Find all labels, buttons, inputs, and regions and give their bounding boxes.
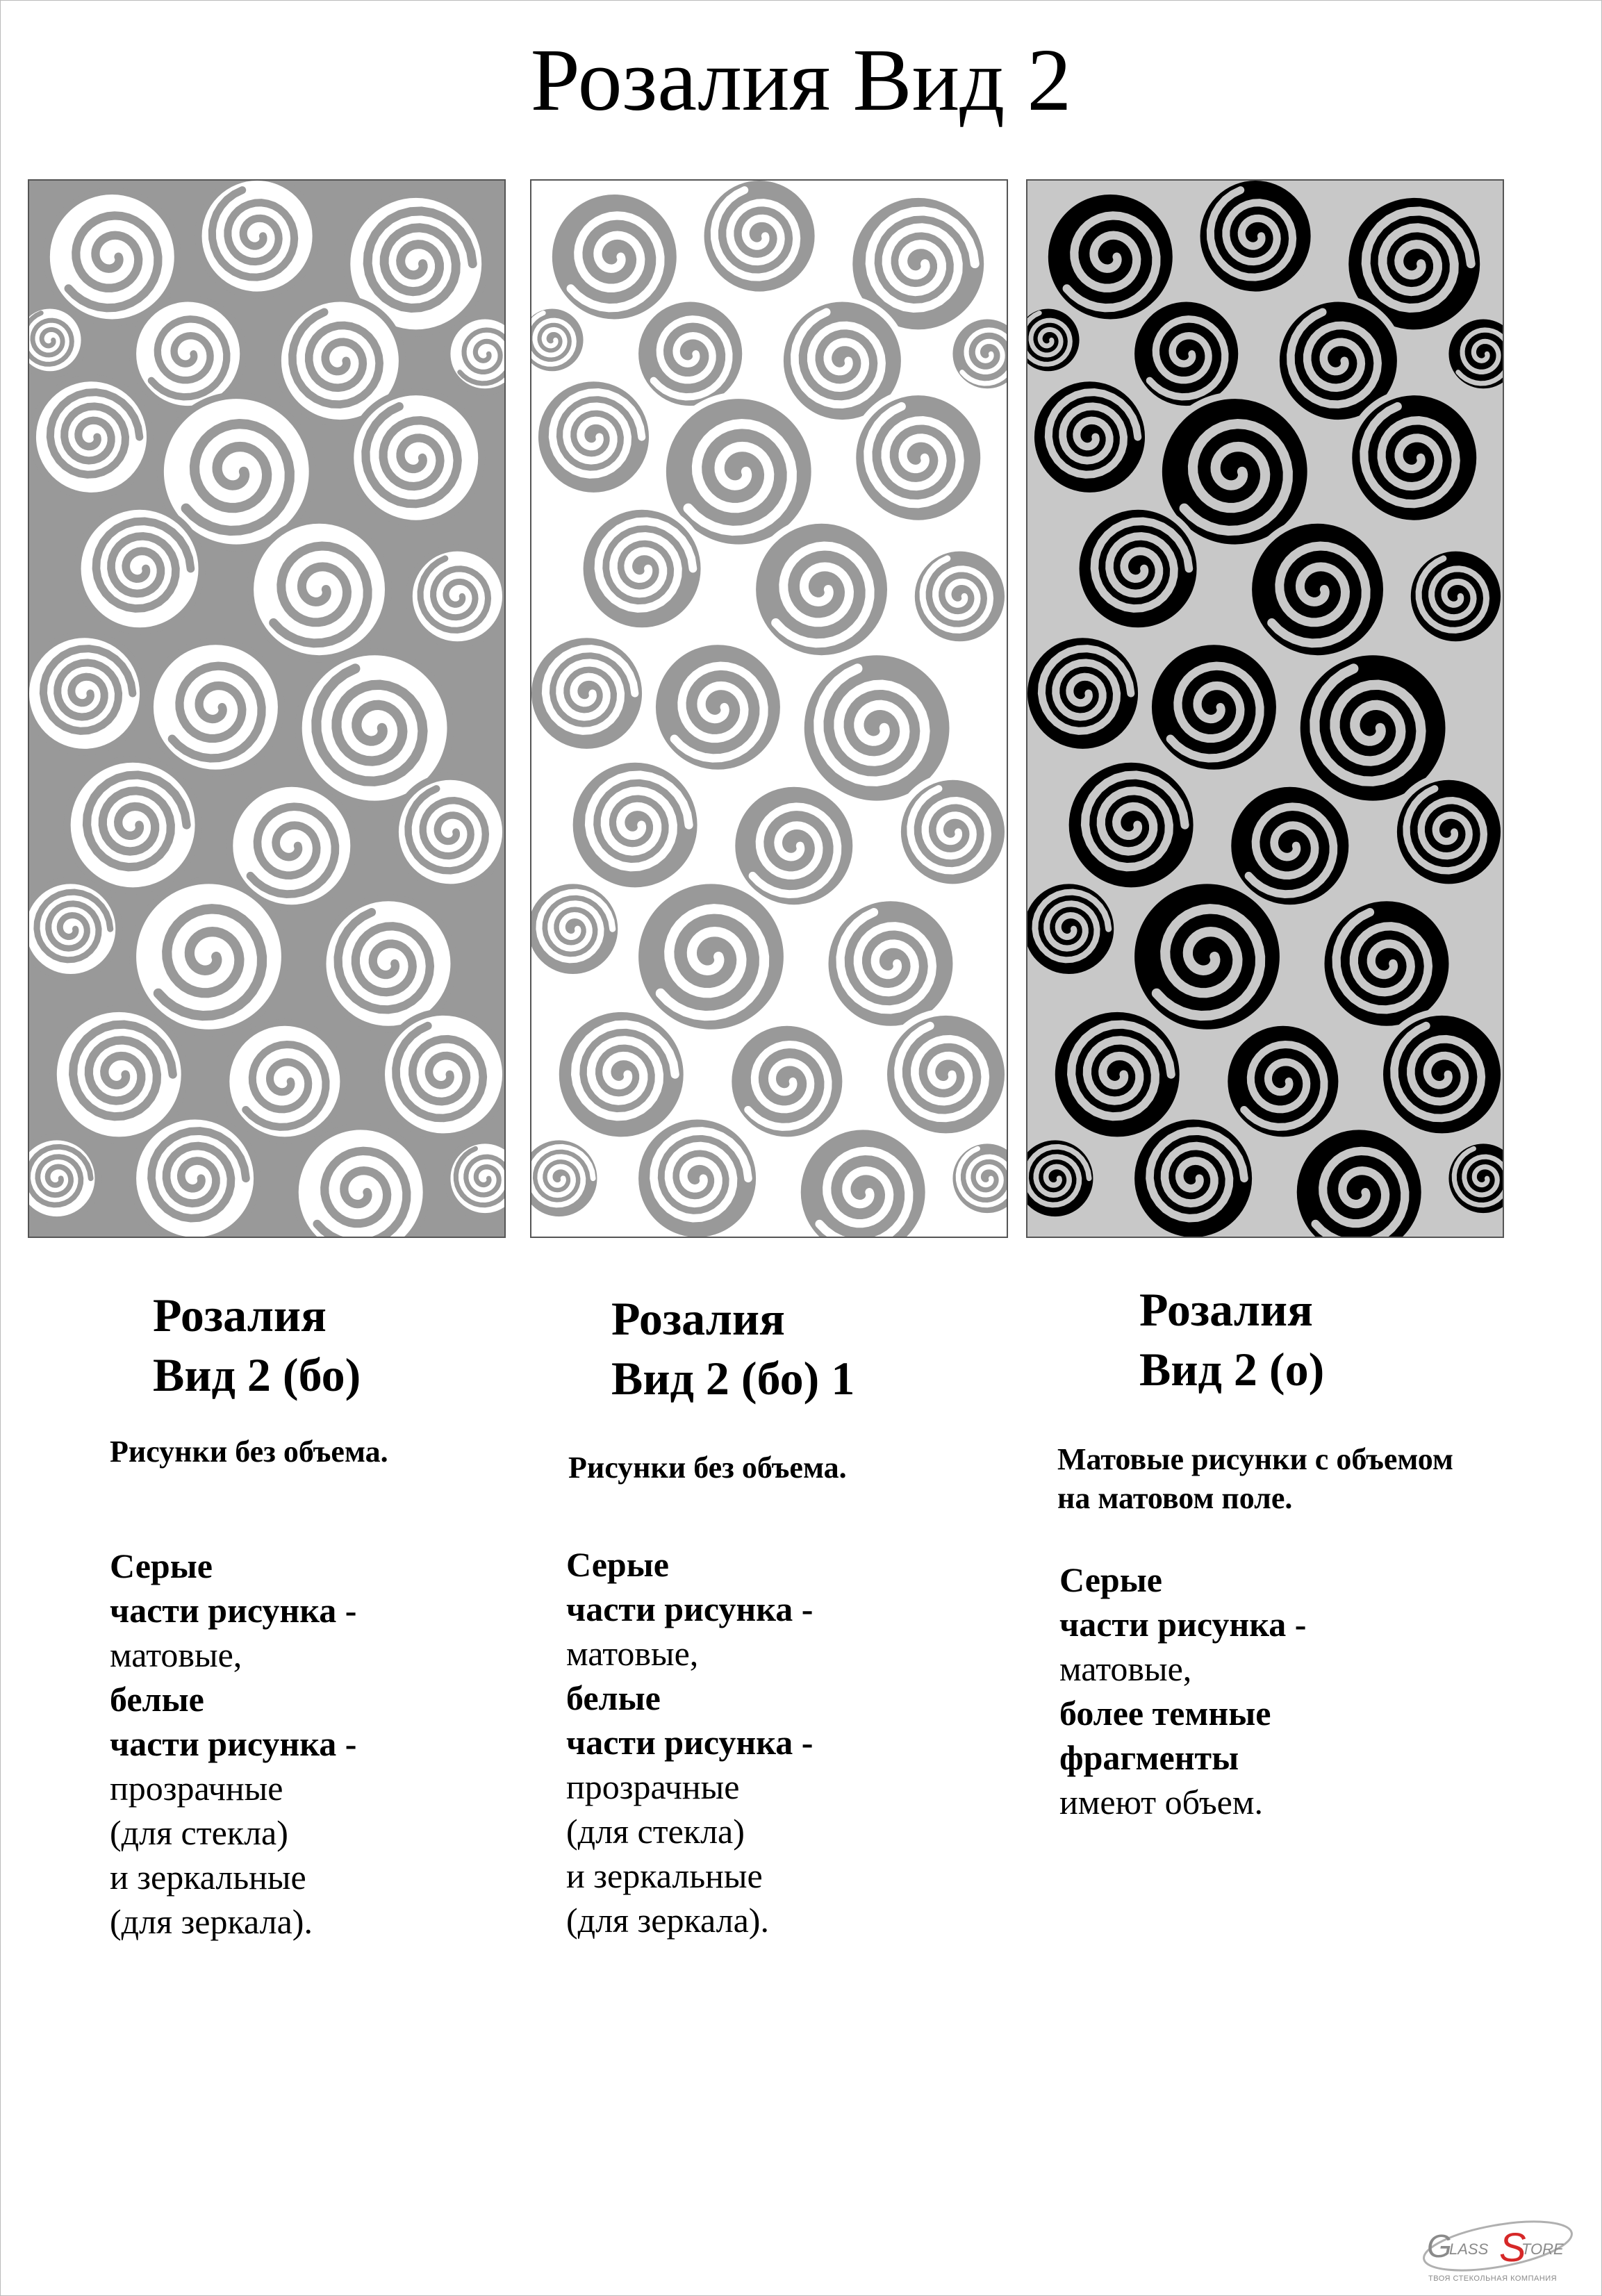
sample-note-2: Рисунки без объема.	[568, 1451, 847, 1485]
sample-note-line1: Матовые рисунки с объемом	[1057, 1442, 1453, 1476]
desc-line: Серые	[566, 1545, 669, 1584]
desc-line: (для стекла)	[566, 1812, 745, 1851]
sample-desc-3	[1059, 1558, 1306, 1824]
sample-desc-1	[110, 1544, 356, 1944]
desc-line: прозрачные	[110, 1769, 283, 1808]
desc-line: матовые,	[110, 1635, 242, 1674]
rose-pattern-black	[1027, 181, 1503, 1237]
svg-text:G: G	[1427, 2228, 1452, 2264]
desc-line: части рисунка -	[110, 1591, 357, 1630]
sample-caption-3	[1139, 1280, 1501, 1399]
desc-line: фрагменты	[1059, 1738, 1239, 1777]
svg-text:TORE: TORE	[1521, 2240, 1564, 2258]
desc-line: более темные	[1059, 1694, 1271, 1733]
sample-name-line2: Вид 2 (о)	[1139, 1343, 1325, 1396]
sample-caption-2	[611, 1289, 973, 1408]
pattern-panel-3	[1026, 179, 1504, 1238]
pattern-panel-1	[28, 179, 506, 1238]
desc-line: части рисунка -	[110, 1724, 357, 1763]
desc-line: (для зеркала).	[110, 1902, 313, 1941]
desc-line: матовые,	[566, 1634, 699, 1673]
sample-name-line1: Розалия	[153, 1289, 327, 1341]
glass-store-logo	[1416, 2208, 1583, 2292]
sample-desc-2	[566, 1542, 813, 1942]
sample-name-line1: Розалия	[611, 1292, 785, 1345]
desc-line: (для стекла)	[110, 1813, 288, 1852]
desc-line: Серые	[1059, 1560, 1162, 1599]
sample-name-line1: Розалия	[1139, 1283, 1313, 1336]
desc-line: прозрачные	[566, 1767, 740, 1806]
desc-line: и зеркальные	[110, 1858, 306, 1897]
desc-line: и зеркальные	[566, 1856, 763, 1895]
desc-line: белые	[566, 1678, 661, 1717]
sample-note-1: Рисунки без объема.	[110, 1435, 388, 1469]
rose-pattern-white	[531, 181, 1007, 1237]
sample-note-line2: на матовом поле.	[1057, 1481, 1293, 1515]
svg-text:S: S	[1499, 2225, 1526, 2270]
pattern-panel-2	[530, 179, 1008, 1238]
desc-line: матовые,	[1059, 1649, 1192, 1688]
sample-name-line2: Вид 2 (бо)	[153, 1348, 361, 1401]
sample-name	[153, 1285, 514, 1405]
sample-caption-1	[153, 1285, 514, 1405]
desc-line: части рисунка -	[566, 1723, 814, 1762]
svg-text:ТВОЯ СТЕКОЛЬНАЯ КОМПАНИЯ: ТВОЯ СТЕКОЛЬНАЯ КОМПАНИЯ	[1428, 2274, 1558, 2283]
svg-text:LASS: LASS	[1449, 2240, 1489, 2258]
sample-name-line2: Вид 2 (бо) 1	[611, 1352, 855, 1405]
desc-line: имеют объем.	[1059, 1783, 1264, 1822]
desc-line: части рисунка -	[566, 1589, 814, 1628]
desc-line: белые	[110, 1680, 204, 1719]
sample-note-3	[1057, 1440, 1453, 1518]
sample-name	[1139, 1280, 1501, 1399]
sample-name	[611, 1289, 973, 1408]
desc-line: (для зеркала).	[566, 1901, 769, 1940]
desc-line: части рисунка -	[1059, 1605, 1307, 1644]
rose-pattern-gray	[29, 181, 504, 1237]
page-title: Розалия Вид 2	[530, 31, 1072, 129]
desc-line: Серые	[110, 1546, 213, 1585]
